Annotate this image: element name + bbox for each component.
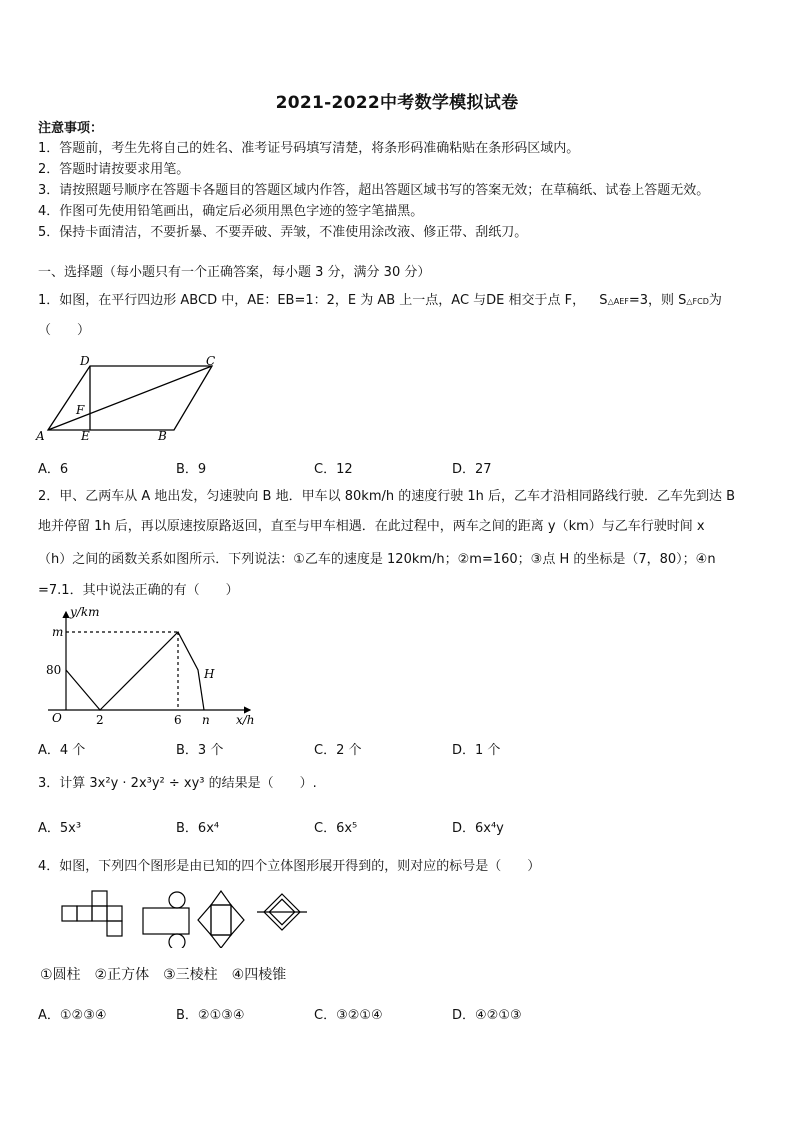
q3-option-b: B．6x⁴ <box>176 821 220 836</box>
q1-text-main: 1．如图，在平行四边形 ABCD 中，AE：EB=1：2，E 为 AB 上一点，AC 与DE 相交于点 F， <box>38 293 586 308</box>
q1-parallelogram-figure <box>34 352 224 447</box>
q4-text: 4．如图，下列四个图形是由已知的四个立体图形展开得到的，则对应的标号是（ ） <box>38 859 541 874</box>
q4-solids: ①圆柱 ②正方体 ③三棱柱 ④四棱锥 <box>40 967 287 983</box>
q2-distance-graph <box>38 600 268 728</box>
q3-text: 3．计算 3x²y · 2x³y² ÷ xy³ 的结果是（ ）. <box>38 776 317 791</box>
q1-area-aef: △AEF <box>607 297 629 306</box>
tick-2: 2 <box>96 713 104 727</box>
q2-line-3: （h）之间的函数关系如图所示．下列说法：①乙车的速度是 120km/h；②m=160；③点 H 的坐标是（7，80）；④n <box>38 552 716 567</box>
q1-option-d: D．27 <box>452 462 492 477</box>
q2-option-c: C．2 个 <box>314 743 362 758</box>
point-h: H <box>204 667 215 681</box>
q4-option-a: A．①②③④ <box>38 1008 107 1023</box>
q4-option-c: C．③②①④ <box>314 1008 383 1023</box>
q2-line-2: 地并停留 1h 后，再以原速按原路返回，直至与甲车相遇．在此过程中，两车之间的距离 y（km）与乙车行驶时间 x <box>38 519 705 534</box>
q2-option-b: B．3 个 <box>176 743 224 758</box>
notice-item-5: 5．保持卡面清洁，不要折暴、不要弄破、弄皱，不准使用涂改液、修正带、刮纸刀。 <box>38 225 528 240</box>
tick-n: n <box>202 713 210 727</box>
q1-area-s: S <box>599 293 608 308</box>
prism-net <box>198 891 244 948</box>
q1-option-b: B．9 <box>176 462 207 477</box>
q4-option-b: B．②①③④ <box>176 1008 245 1023</box>
cube-net <box>62 891 122 936</box>
q3-option-a: A．5x³ <box>38 821 82 836</box>
segment-ac <box>48 366 212 430</box>
q1-area-eq: =3，则 S <box>628 293 687 308</box>
q2-line-1: 2．甲、乙两车从 A 地出发，匀速驶向 B 地．甲车以 80km/h 的速度行驶 1h 后，乙车才沿相同路线行驶．乙车先到达 B <box>38 489 736 504</box>
q1-text <box>38 292 722 311</box>
origin-o: O <box>52 711 62 725</box>
notice-heading: 注意事项： <box>38 121 104 136</box>
q3-option-c: C．6x⁵ <box>314 821 358 836</box>
q4-option-d: D．④②①③ <box>452 1008 522 1023</box>
notice-item-2: 2．答题时请按要求用笔。 <box>38 162 190 177</box>
distance-curve <box>66 632 204 710</box>
y-axis-label: y/km <box>70 605 100 619</box>
label-e: E <box>81 429 90 443</box>
cylinder-net <box>143 892 189 948</box>
notice-item-1: 1．答题前，考生先将自己的姓名、准考证号码填写清楚，将条形码准确粘贴在条形码区域内。 <box>38 141 580 156</box>
q1-option-a: A．6 <box>38 462 69 477</box>
pyramid-net <box>257 894 307 930</box>
q2-line-4: =7.1．其中说法正确的有（ ） <box>38 583 239 598</box>
q2-option-d: D．1 个 <box>452 743 501 758</box>
tick-m: m <box>52 625 64 639</box>
q1-area-fcd: △FCD <box>686 297 709 306</box>
q1-area-end: 为 <box>708 293 722 308</box>
q3-option-d: D．6x⁴y <box>452 821 504 836</box>
q2-option-a: A．4 个 <box>38 743 86 758</box>
x-axis-label: x/h <box>236 713 255 727</box>
q4-nets-figure <box>60 888 310 948</box>
label-c: C <box>206 354 216 368</box>
tick-80: 80 <box>46 663 62 677</box>
page-title: 2021-2022中考数学模拟试卷 <box>275 93 519 113</box>
label-b: B <box>158 429 167 443</box>
label-f: F <box>76 403 85 417</box>
q1-paren: （ ） <box>38 323 91 338</box>
notice-item-4: 4．作图可先使用铅笔画出，确定后必须用黑色字迹的签字笔描黑。 <box>38 204 424 219</box>
section-heading: 一、选择题（每小题只有一个正确答案，每小题 3 分，满分 30 分） <box>38 265 431 280</box>
label-d: D <box>80 354 90 368</box>
notice-item-3: 3．请按照题号顺序在答题卡各题目的答题区域内作答，超出答题区域书写的答案无效；在草稿纸、试卷上答题无效。 <box>38 183 710 198</box>
q1-option-c: C．12 <box>314 462 353 477</box>
label-a: A <box>36 429 45 443</box>
tick-6: 6 <box>174 713 182 727</box>
